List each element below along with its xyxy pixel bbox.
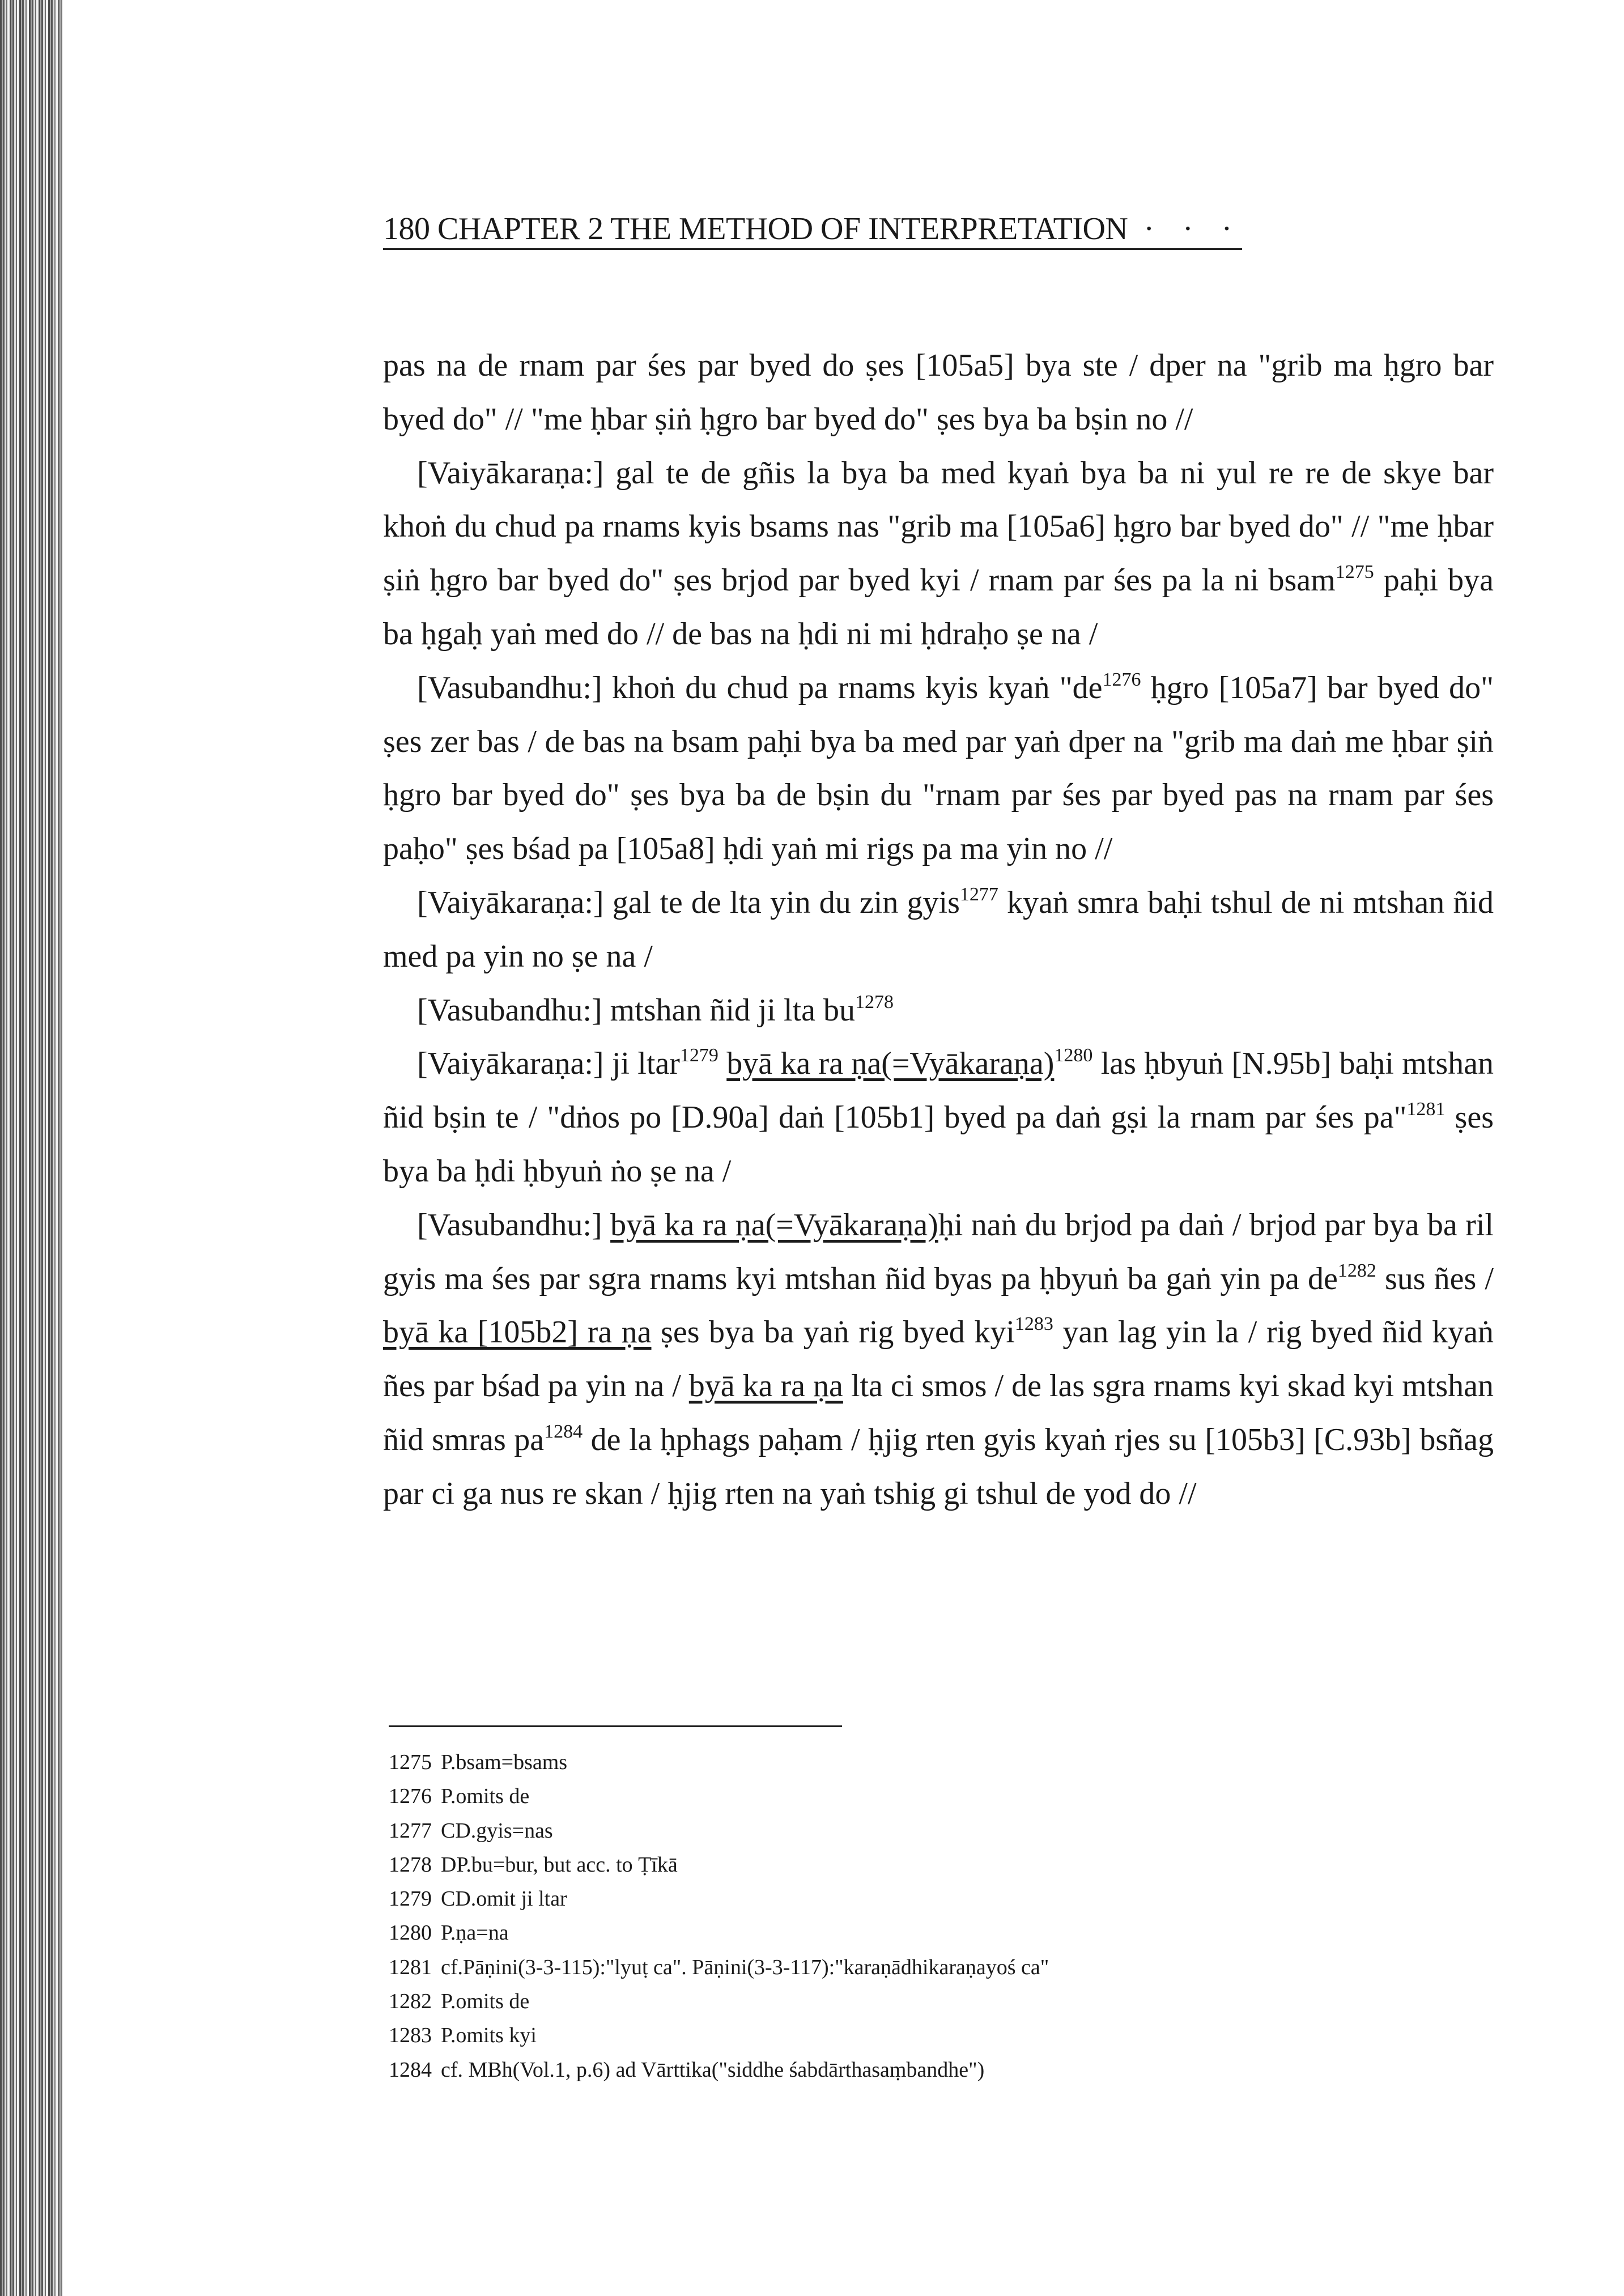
text-run: pas na de rnam par śes par byed do ṣes [105a5] bya ste / dper na "grib ma ḥgro bar byed do" // "me ḥbar ṣiṅ ḥgro bar byed do" ṣes bya ba bṣin no //	[383, 348, 1494, 437]
footnote-ref: 1282	[1337, 1260, 1376, 1281]
underlined-term: byā ka ra ṇa	[688, 1368, 843, 1404]
footnote	[389, 1745, 1465, 1779]
text-run: kyaṅ smra baḥi tshul de ni mtshan ñid med pa yin no ṣe na /	[383, 885, 1494, 974]
footnote	[389, 1984, 1465, 2018]
footnote-number: 1281	[389, 1955, 432, 1979]
footnote-number: 1283	[389, 2023, 432, 2048]
footnote-text: CD.omit ji ltar	[441, 1887, 567, 1911]
scan-binding-shadow	[0, 0, 96, 2296]
footnote-ref: 1278	[855, 991, 894, 1013]
text-run: [Vaiyākaraṇa:] gal te de gñis la bya ba med kyaṅ bya ba ni yul re re de skye bar khoṅ du chud pa rnams kyis bsams nas "grib ma [105a6] ḥgro bar byed do" // "me ḥbar ṣiṅ ḥgro bar byed do" ṣes brjod par byed kyi / rnam par śes pa la ni bsam	[383, 455, 1494, 598]
text-run: [Vasubandhu:] mtshan ñid ji lta bu	[417, 992, 856, 1028]
footnote	[389, 2053, 1465, 2087]
footnote-text: P.omits kyi	[441, 2023, 537, 2048]
footnote-text: cf. MBh(Vol.1, p.6) ad Vārttika("siddhe śabdārthasaṃbandhe")	[441, 2057, 985, 2082]
footnote-ref: 1283	[1014, 1313, 1053, 1335]
main-text	[383, 339, 1494, 1521]
text-run: ḥgro [105a7] bar byed do" ṣes zer bas / de bas na bsam paḥi bya ba med par yaṅ dper na "grib ma daṅ me ḥbar ṣiṅ ḥgro bar byed do" ṣes bya ba de bṣin du "rnam par śes par byed pas na rnam par śes paḥo" ṣes bśad pa [105a8] ḥdi yaṅ mi rigs pa ma yin no //	[383, 670, 1494, 867]
footnote	[389, 1848, 1465, 1882]
underlined-term: byā ka ra ṇa(=Vyākaraṇa)	[726, 1046, 1055, 1082]
running-head-dots: · · ·	[1143, 211, 1243, 246]
paragraph-6	[383, 1037, 1494, 1198]
footnote	[389, 1950, 1465, 1984]
text-run: ṣes bya ba ḥdi ḥbyuṅ ṅo ṣe na /	[383, 1100, 1494, 1189]
footnote-text: P.omits de	[441, 1989, 530, 2014]
footnote-text: DP.bu=bur, but acc. to Ṭīkā	[441, 1852, 678, 1877]
text-run: lta ci smos / de las sgra rnams kyi skad kyi mtshan ñid smras pa	[383, 1368, 1494, 1457]
footnote-ref: 1280	[1054, 1045, 1093, 1066]
footnote-text: CD.gyis=nas	[441, 1818, 553, 1843]
footnote-number: 1278	[389, 1852, 432, 1877]
footnote-text: P.bsam=bsams	[441, 1750, 568, 1774]
underlined-term: byā ka ra ṇa(=Vyākaraṇa)	[610, 1207, 938, 1243]
footnote-text: P.ṇa=na	[441, 1921, 509, 1945]
text-run: [Vasubandhu:]	[417, 1207, 611, 1243]
footnote-ref: 1279	[679, 1045, 719, 1066]
footnote-number: 1277	[389, 1818, 432, 1843]
footnote-text: P.omits de	[441, 1784, 530, 1809]
text-run: [Vasubandhu:] khoṅ du chud pa rnams kyis kyaṅ "de	[417, 670, 1103, 705]
footnote-number: 1284	[389, 2057, 432, 2082]
footnote-separator	[389, 1725, 842, 1727]
text-run: ḥi naṅ du brjod pa daṅ / brjod par bya ba ril gyis ma śes par sgra rnams kyi mtshan ñid byas pa ḥbyuṅ ba gaṅ yin pa de	[383, 1207, 1494, 1296]
running-head-text: 180 CHAPTER 2 THE METHOD OF INTERPRETATION	[383, 211, 1128, 246]
footnote-number: 1275	[389, 1750, 432, 1774]
text-run: las ḥbyuṅ [N.95b] baḥi mtshan ñid bṣin te / "dṅos po [D.90a] daṅ [105b1] byed pa daṅ gṣi la rnam par śes pa"	[383, 1046, 1494, 1136]
footnote	[389, 1882, 1465, 1916]
footnote	[389, 1814, 1465, 1848]
footnote-ref: 1275	[1335, 562, 1374, 583]
footnotes	[389, 1745, 1465, 2087]
footnote-ref: 1281	[1406, 1099, 1446, 1120]
underlined-term: byā ka [105b2] ra ṇa	[383, 1315, 652, 1350]
text-run: [Vaiyākaraṇa:] ji ltar	[417, 1046, 680, 1082]
paragraph-1	[383, 339, 1494, 447]
text-run: sus ñes /	[1376, 1261, 1494, 1296]
footnote-number: 1279	[389, 1887, 432, 1911]
footnote	[389, 1916, 1465, 1950]
footnote-number: 1280	[389, 1921, 432, 1945]
text-run: de la ḥphags paḥam / ḥjig rten gyis kyaṅ rjes su [105b3] [C.93b] bsñag par ci ga nus re skan / ḥjig rten na yaṅ tshig gi tshul de yod do //	[383, 1422, 1494, 1511]
running-head	[383, 211, 1242, 250]
text-run: ṣes bya ba yaṅ rig byed kyi	[651, 1315, 1015, 1350]
paragraph-3	[383, 661, 1494, 876]
paragraph-4	[383, 876, 1494, 984]
footnote-text: cf.Pāṇini(3-3-115):"lyuṭ ca". Pāṇini(3-3-117):"karaṇādhikaraṇayoś ca"	[441, 1955, 1049, 1979]
footnote-ref: 1276	[1102, 669, 1141, 690]
text-run: paḥi bya ba ḥgaḥ yaṅ med do // de bas na ḥdi ni mi ḥdraḥo ṣe na /	[383, 563, 1494, 652]
paragraph-5	[383, 984, 1494, 1038]
footnote	[389, 2018, 1465, 2052]
paragraph-2	[383, 447, 1494, 661]
footnote-ref: 1277	[959, 883, 998, 905]
footnote-number: 1282	[389, 1989, 432, 2014]
footnote-ref: 1284	[544, 1421, 583, 1442]
paragraph-7	[383, 1198, 1494, 1521]
footnote-number: 1276	[389, 1784, 432, 1809]
text-run: yan lag yin la / rig byed ñid kyaṅ ñes par bśad pa yin na /	[383, 1315, 1494, 1404]
text-run: [Vaiyākaraṇa:] gal te de lta yin du zin gyis	[417, 885, 960, 920]
footnote	[389, 1779, 1465, 1813]
